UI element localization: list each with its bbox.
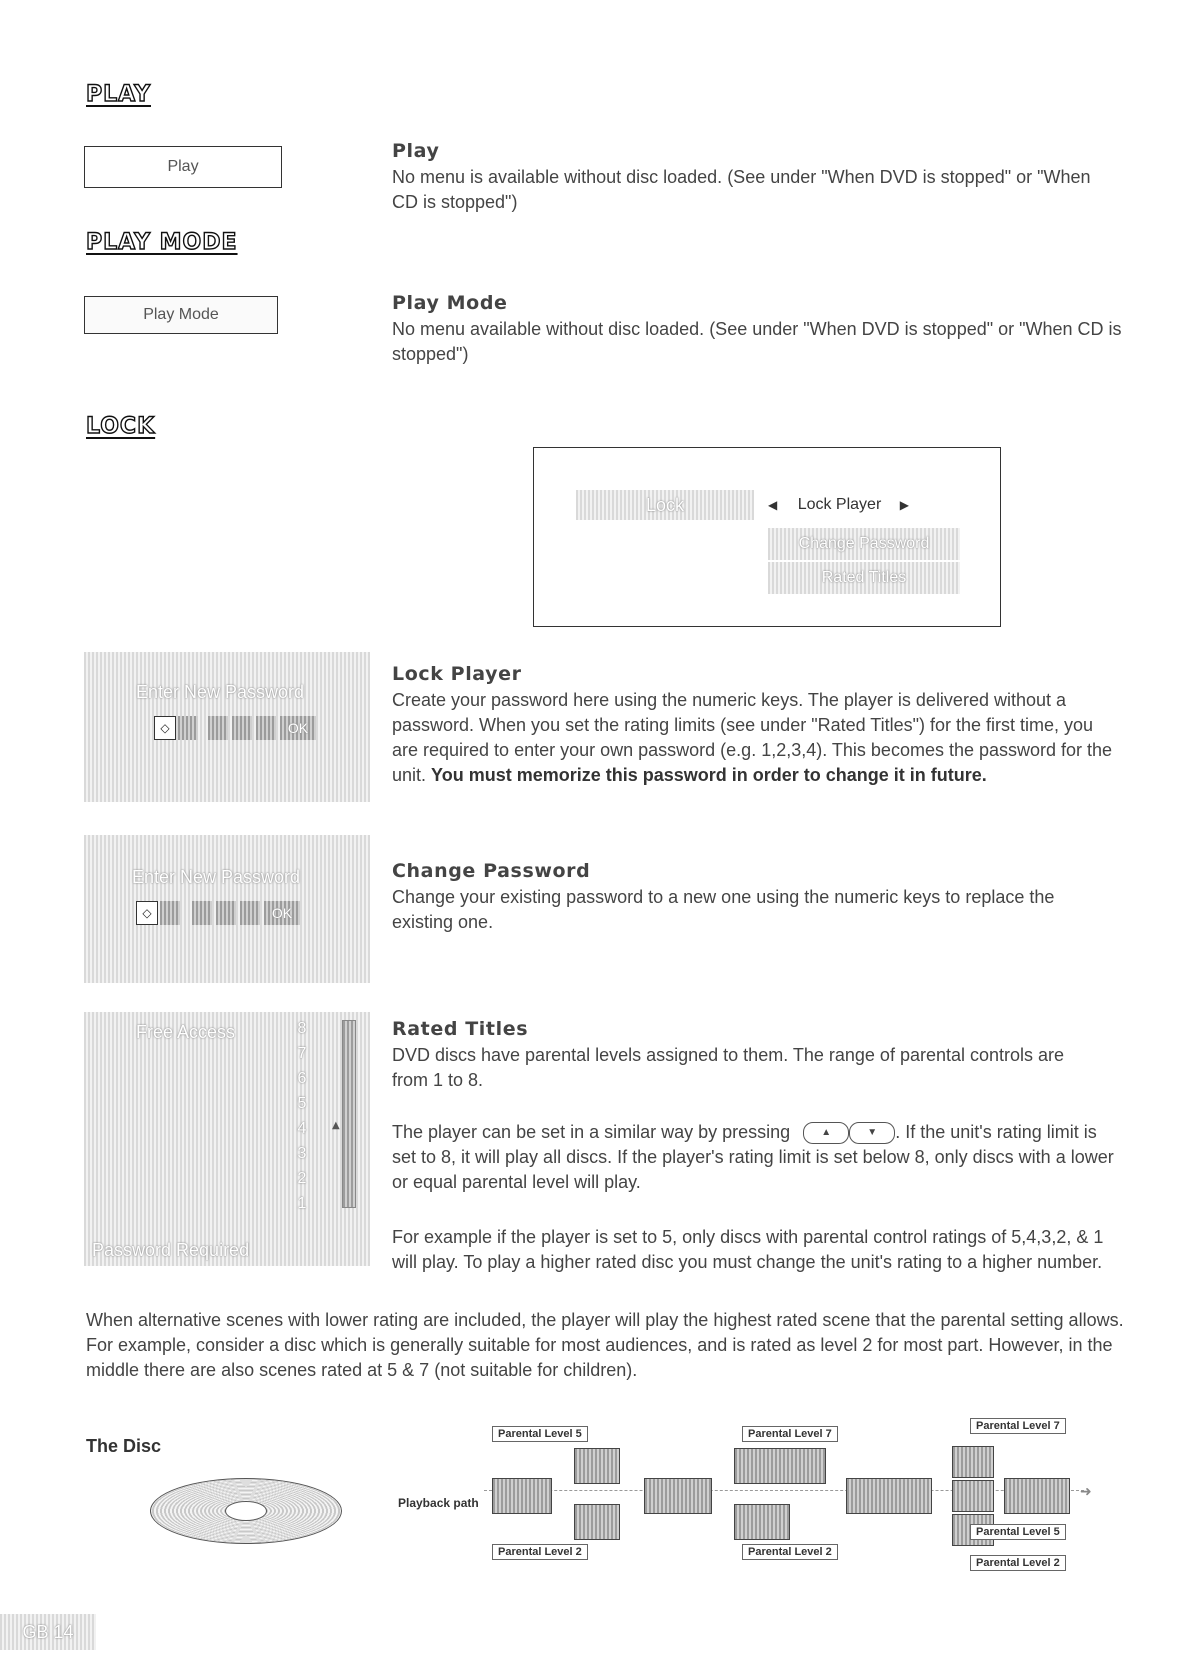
rated-titles-p2a: The player can be set in a similar way by pressing [392, 1122, 791, 1142]
down-button-icon: ▼ [849, 1122, 895, 1144]
arrow-left-icon: ◀ [768, 498, 778, 512]
free-access-label: Free Access [136, 1022, 236, 1042]
parental-level-label: Parental Level 7 [970, 1418, 1066, 1434]
rated-titles-p2 [392, 1120, 1122, 1195]
rated-titles-title: Rated Titles [392, 1018, 529, 1040]
digit-slot[interactable] [256, 716, 276, 740]
film-segment [574, 1504, 620, 1540]
film-segment [952, 1446, 994, 1478]
ok-button[interactable]: OK [264, 901, 300, 925]
parental-level-label: Parental Level 2 [742, 1544, 838, 1560]
lock-player-text-body: Create your password here using the numeric keys. The player is delivered without a password. When you set the rating limits (see under "Rated Titles") for the first time, you are required to enter your own password (e.g. 1,2,3,4). This becomes the password for the unit. [392, 690, 1113, 785]
password-required-label: Password Required [92, 1240, 250, 1260]
digit-slot[interactable] [240, 901, 260, 925]
rated-titles-screen [84, 1012, 370, 1266]
disc-icon [150, 1478, 342, 1544]
parental-level-label: Parental Level 2 [970, 1555, 1066, 1571]
parental-level-label: Parental Level 2 [492, 1544, 588, 1560]
page-number: GB 14 [0, 1614, 96, 1650]
enter-password-title: Enter New Password [136, 682, 305, 702]
digit-slot[interactable] [216, 901, 236, 925]
play-mode-text: No menu available without disc loaded. (See under "When DVD is stopped" or "When CD is stopped") [392, 319, 1122, 364]
playback-path-line [484, 1490, 1084, 1495]
lock-player-warning: You must memorize this password in order to change it in future. [431, 765, 987, 785]
level-value[interactable]: 1 [297, 1195, 307, 1212]
rated-titles-p3: For example if the player is set to 5, only discs with parental control ratings of 5,4,3,2, & 1 will play. To play a higher rated disc you must change the unit's rating to a higher number. [392, 1227, 1104, 1272]
ok-button[interactable]: OK [280, 716, 316, 740]
lock-player-title: Lock Player [392, 663, 522, 685]
enter-password-title: Enter New Password [132, 867, 301, 887]
film-segment [492, 1478, 552, 1514]
enter-password-screen-2 [84, 835, 370, 983]
lock-heading: LOCK [86, 414, 156, 439]
diamond-icon: ◇ [136, 901, 158, 925]
digit-slot[interactable] [232, 716, 252, 740]
level-list [290, 1020, 314, 1220]
disc-hole [225, 1501, 267, 1521]
change-password-option[interactable]: Change Password [768, 528, 960, 560]
parental-level-label: Parental Level 5 [492, 1426, 588, 1442]
film-segment [952, 1480, 994, 1512]
disc-title: The Disc [86, 1436, 162, 1456]
slider-pointer-icon: ▲ [332, 1120, 340, 1131]
play-heading: PLAY [86, 82, 151, 107]
level-slider-track[interactable] [342, 1020, 356, 1208]
lock-menu-left[interactable]: Lock [576, 490, 754, 520]
alternative-scenes-paragraph: When alternative scenes with lower rating are included, the player will play the highest rated scene that the parental setting allows. For example, consider a disc which is generally suitable for most audiences, and is rated as level 2 for most part. However, in the middle there are also scenes rated at 5 & 7 (not suitable for children). [86, 1310, 1124, 1380]
enter-password-screen-1 [84, 652, 370, 802]
level-value[interactable]: 4 [297, 1120, 307, 1137]
film-segment [846, 1478, 932, 1514]
play-text: No menu is available without disc loaded. (See under "When DVD is stopped" or "When CD is stopped") [392, 167, 1091, 212]
up-button-icon: ▲ [803, 1122, 849, 1144]
level-value[interactable]: 8 [297, 1020, 307, 1037]
level-value[interactable]: 6 [297, 1070, 307, 1087]
lock-player-text [392, 688, 1122, 788]
lock-menu-panel [533, 447, 1001, 627]
arrow-right-icon: ➜ [1080, 1484, 1092, 1500]
film-segment [644, 1478, 712, 1514]
lock-player-option-label: Lock Player [797, 496, 882, 513]
film-segment [734, 1504, 790, 1540]
play-mode-menu-button[interactable]: Play Mode [84, 296, 278, 334]
digit-slot[interactable] [160, 901, 180, 925]
change-password-text: Change your existing password to a new one using the numeric keys to replace the existing one. [392, 887, 1055, 932]
playback-path-label: Playback path [398, 1496, 479, 1510]
rated-titles-option[interactable]: Rated Titles [768, 562, 960, 594]
level-value[interactable]: 3 [297, 1145, 307, 1162]
digit-slot[interactable] [178, 716, 198, 740]
level-value[interactable]: 7 [297, 1045, 307, 1062]
play-menu-button[interactable]: Play [84, 146, 282, 188]
rated-titles-p1: DVD discs have parental levels assigned to them. The range of parental controls are from 1 to 8. [392, 1045, 1065, 1090]
digit-slot[interactable] [208, 716, 228, 740]
parental-level-label: Parental Level 7 [742, 1426, 838, 1442]
parental-level-label: Parental Level 5 [970, 1524, 1066, 1540]
change-password-title: Change Password [392, 860, 591, 882]
film-segment [574, 1448, 620, 1484]
lock-player-option[interactable] [768, 490, 948, 520]
diamond-icon: ◇ [154, 716, 176, 740]
level-value[interactable]: 5 [297, 1095, 307, 1112]
rated-titles-p2b: . If the unit's rating limit is set to 8, it will play all discs. If the player's rating limit is set below 8, only discs with a lower or equal parental level will play. [392, 1122, 1114, 1192]
film-segment [734, 1448, 826, 1484]
film-segment [1004, 1478, 1070, 1514]
play-mode-title: Play Mode [392, 292, 508, 314]
level-value[interactable]: 2 [297, 1170, 307, 1187]
play-mode-heading: PLAY MODE [86, 230, 238, 255]
arrow-right-icon: ▶ [899, 498, 909, 512]
digit-slot[interactable] [192, 901, 212, 925]
play-title: Play [392, 140, 440, 162]
